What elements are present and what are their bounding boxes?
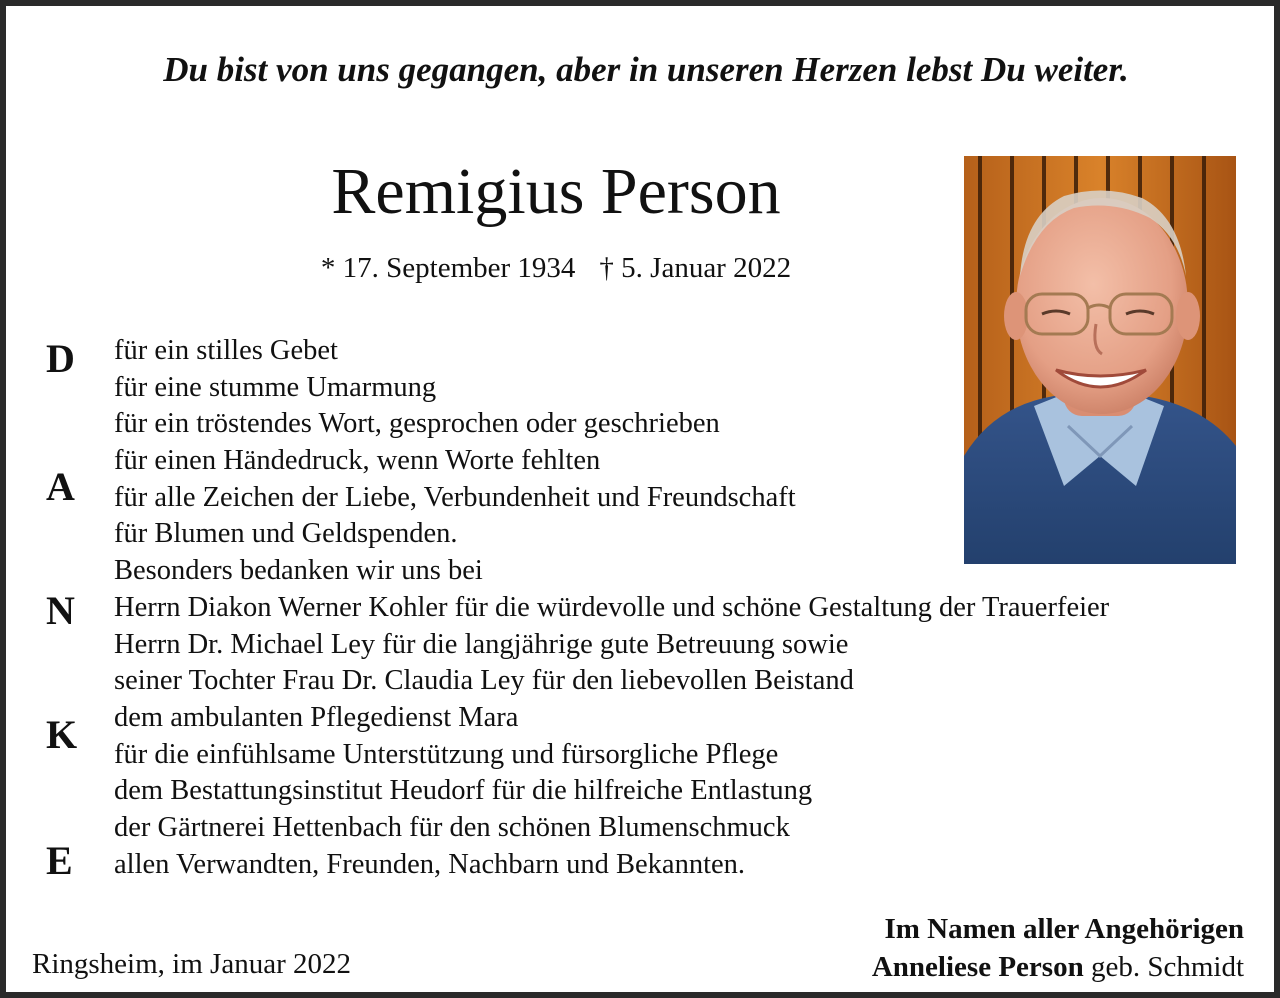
thanks-line: für Blumen und Geldspenden. (114, 518, 458, 550)
thanks-line: dem Bestattungsinstitut Heudorf für die hilfreiche Entlastung (114, 775, 813, 807)
signature-line: Im Namen aller Angehörigen (884, 913, 1244, 945)
birth-date: * 17. September 1934 (320, 252, 576, 284)
thanks-line: Besonders bedanken wir uns bei (114, 555, 483, 587)
portrait-photo (964, 156, 1236, 564)
acrostic-letter: E (46, 838, 73, 883)
signature (872, 910, 1244, 986)
signature-maiden-name: geb. Schmidt (1090, 951, 1244, 983)
thanks-text (114, 333, 1109, 883)
signature-name-line (872, 948, 1244, 986)
thanks-line: Herrn Diakon Werner Kohler für die würdevolle und schöne Gestaltung der Trauerfeier (114, 591, 1110, 623)
deceased-name: Remigius Person (331, 155, 781, 228)
place-date: Ringsheim, im Januar 2022 (32, 948, 351, 980)
thanks-line: für einen Händedruck, wenn Worte fehlten (114, 445, 601, 477)
life-dates (206, 250, 906, 286)
thanks-line: für eine stumme Umarmung (114, 371, 437, 403)
thanks-line: Herrn Dr. Michael Ley für die langjährige gute Betreuung sowie (114, 628, 849, 660)
thanks-line: dem ambulanten Pflegedienst Mara (114, 701, 519, 733)
acrostic-letter: A (46, 464, 75, 509)
acrostic-letter: D (46, 336, 75, 381)
thanks-line: für ein tröstendes Wort, gesprochen oder geschrieben (114, 408, 720, 440)
thanks-line: seiner Tochter Frau Dr. Claudia Ley für den liebevollen Beistand (114, 665, 854, 697)
thanks-line: der Gärtnerei Hettenbach für den schönen Blumenschmuck (114, 811, 790, 843)
thanks-line: für ein stilles Gebet (114, 335, 338, 366)
death-date: † 5. Januar 2022 (599, 252, 792, 284)
signature-name: Anneliese Person (871, 951, 1084, 983)
thanks-line: für alle Zeichen der Liebe, Verbundenheit und Freundschaft (114, 481, 796, 513)
thanks-line: allen Verwandten, Freunden, Nachbarn und Bekannten. (114, 848, 746, 880)
portrait-illustration (964, 156, 1236, 564)
motto: Du bist von uns gegangen, aber in unseren Herzen lebst Du weiter. (163, 50, 1129, 89)
thanks-line: für die einfühlsame Unterstützung und fürsorgliche Pflege (114, 738, 779, 770)
acrostic-letter: K (46, 712, 78, 757)
acrostic-letter: N (46, 588, 75, 633)
